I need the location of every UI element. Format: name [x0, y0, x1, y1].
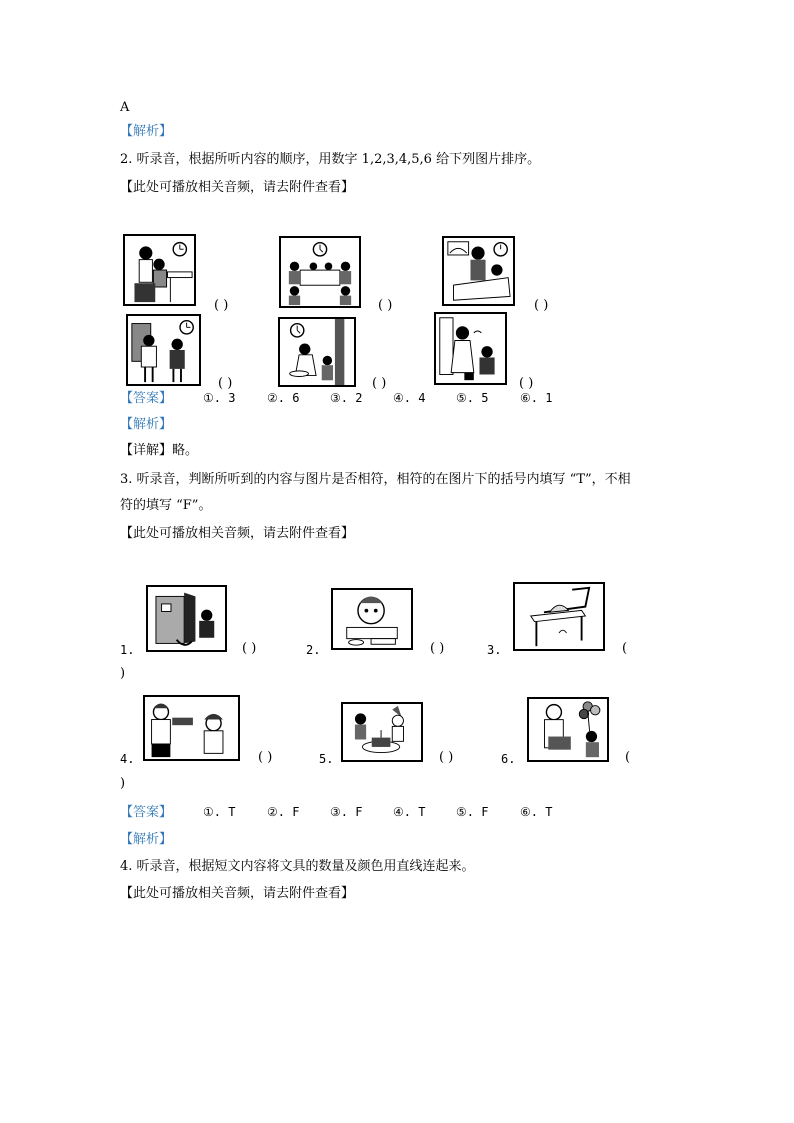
q3-blank-6-open[interactable]: (	[625, 750, 631, 765]
q2-answer-2: ②. 6	[267, 391, 300, 405]
q2-blank-3[interactable]: ( )	[534, 298, 549, 313]
q3-blank-5[interactable]: ( )	[439, 750, 454, 765]
boy-eating-illustration	[333, 590, 411, 648]
q2-detail: 【详解】略。	[120, 443, 199, 458]
q1-answer-letter: A	[120, 100, 130, 115]
q3-picture-4	[143, 695, 240, 761]
q3-audio-note: 【此处可播放相关音频，请去附件查看】	[120, 526, 355, 541]
q2-blank-4[interactable]: ( )	[218, 376, 233, 391]
q2-picture-1	[123, 234, 196, 306]
q2-answer-label: 【答案】	[120, 391, 173, 406]
q2-picture-5	[278, 317, 356, 387]
coming-home-illustration	[436, 314, 505, 383]
q3-blank-3-open[interactable]: (	[622, 641, 628, 656]
q3-picture-6	[527, 697, 609, 762]
cooking-evening-illustration	[280, 319, 354, 385]
q2-picture-6	[434, 312, 507, 385]
family-morning-illustration	[125, 236, 194, 304]
q2-answer-4: ④. 4	[393, 391, 426, 405]
q2-blank-5[interactable]: ( )	[372, 376, 387, 391]
q3-answer-4: ④. T	[393, 805, 426, 819]
q3-answer-1: ①. T	[203, 805, 236, 819]
classroom-lunch-illustration	[281, 238, 359, 306]
q3-answer-2: ②. F	[267, 805, 300, 819]
q2-picture-4	[126, 314, 201, 386]
q3-blank-2[interactable]: ( )	[430, 641, 445, 656]
q3-blank-3-close: )	[120, 666, 126, 681]
q2-answer-5: ⑤. 5	[456, 391, 489, 405]
q3-answer-5: ⑤. F	[456, 805, 489, 819]
q3-picture-1	[146, 585, 227, 652]
q3-picture-5	[341, 702, 423, 762]
q2-answer-1: ①. 3	[203, 391, 236, 405]
q3-blank-6-close: )	[120, 776, 126, 791]
going-to-school-illustration	[128, 316, 199, 384]
q3-item-number-4: 4.	[120, 752, 135, 766]
grandpa-balloons-illustration	[529, 699, 607, 760]
q3-answer-label: 【答案】	[120, 805, 173, 820]
q2-picture-2	[279, 236, 361, 308]
q3-picture-3	[513, 582, 605, 651]
q3-item-number-5: 5.	[319, 752, 334, 766]
q3-blank-1[interactable]: ( )	[242, 641, 257, 656]
q3-analysis-label: 【解析】	[120, 832, 173, 847]
q3-instruction-line1: 3. 听录音，判断所听到的内容与图片是否相符，相符的在图片下的括号内填写 “T”，不相	[120, 472, 631, 487]
boy-at-door-illustration	[148, 587, 225, 650]
q3-picture-2	[331, 588, 413, 650]
q3-item-number-6: 6.	[501, 752, 516, 766]
q2-answer-3: ③. 2	[330, 391, 363, 405]
q2-blank-6[interactable]: ( )	[519, 376, 534, 391]
q3-instruction-line2: 符的填写 “F”。	[120, 498, 212, 513]
q3-item-number-2: 2.	[306, 643, 321, 657]
birthday-party-illustration	[343, 704, 421, 760]
q2-blank-1[interactable]: ( )	[214, 298, 229, 313]
q3-answer-6: ⑥. T	[520, 805, 553, 819]
bedtime-illustration	[444, 238, 513, 304]
q2-analysis-label: 【解析】	[120, 417, 173, 432]
man-giving-gift-illustration	[145, 697, 238, 759]
q4-audio-note: 【此处可播放相关音频，请去附件查看】	[120, 886, 355, 901]
q3-answer-3: ③. F	[330, 805, 363, 819]
q4-instruction: 4. 听录音，根据短文内容将文具的数量及颜色用直线连起来。	[120, 859, 475, 874]
chair-with-cap-illustration	[515, 584, 603, 649]
q3-item-number-1: 1.	[120, 643, 135, 657]
q1-analysis-label: 【解析】	[120, 124, 173, 139]
q3-item-number-3: 3.	[487, 643, 502, 657]
q3-blank-4[interactable]: ( )	[258, 750, 273, 765]
q2-answer-6: ⑥. 1	[520, 391, 553, 405]
q2-picture-3	[442, 236, 515, 306]
q2-blank-2[interactable]: ( )	[378, 298, 393, 313]
q2-audio-note: 【此处可播放相关音频，请去附件查看】	[120, 180, 355, 195]
q2-instruction: 2. 听录音，根据所听内容的顺序，用数字 1,2,3,4,5,6 给下列图片排序。	[120, 152, 541, 167]
